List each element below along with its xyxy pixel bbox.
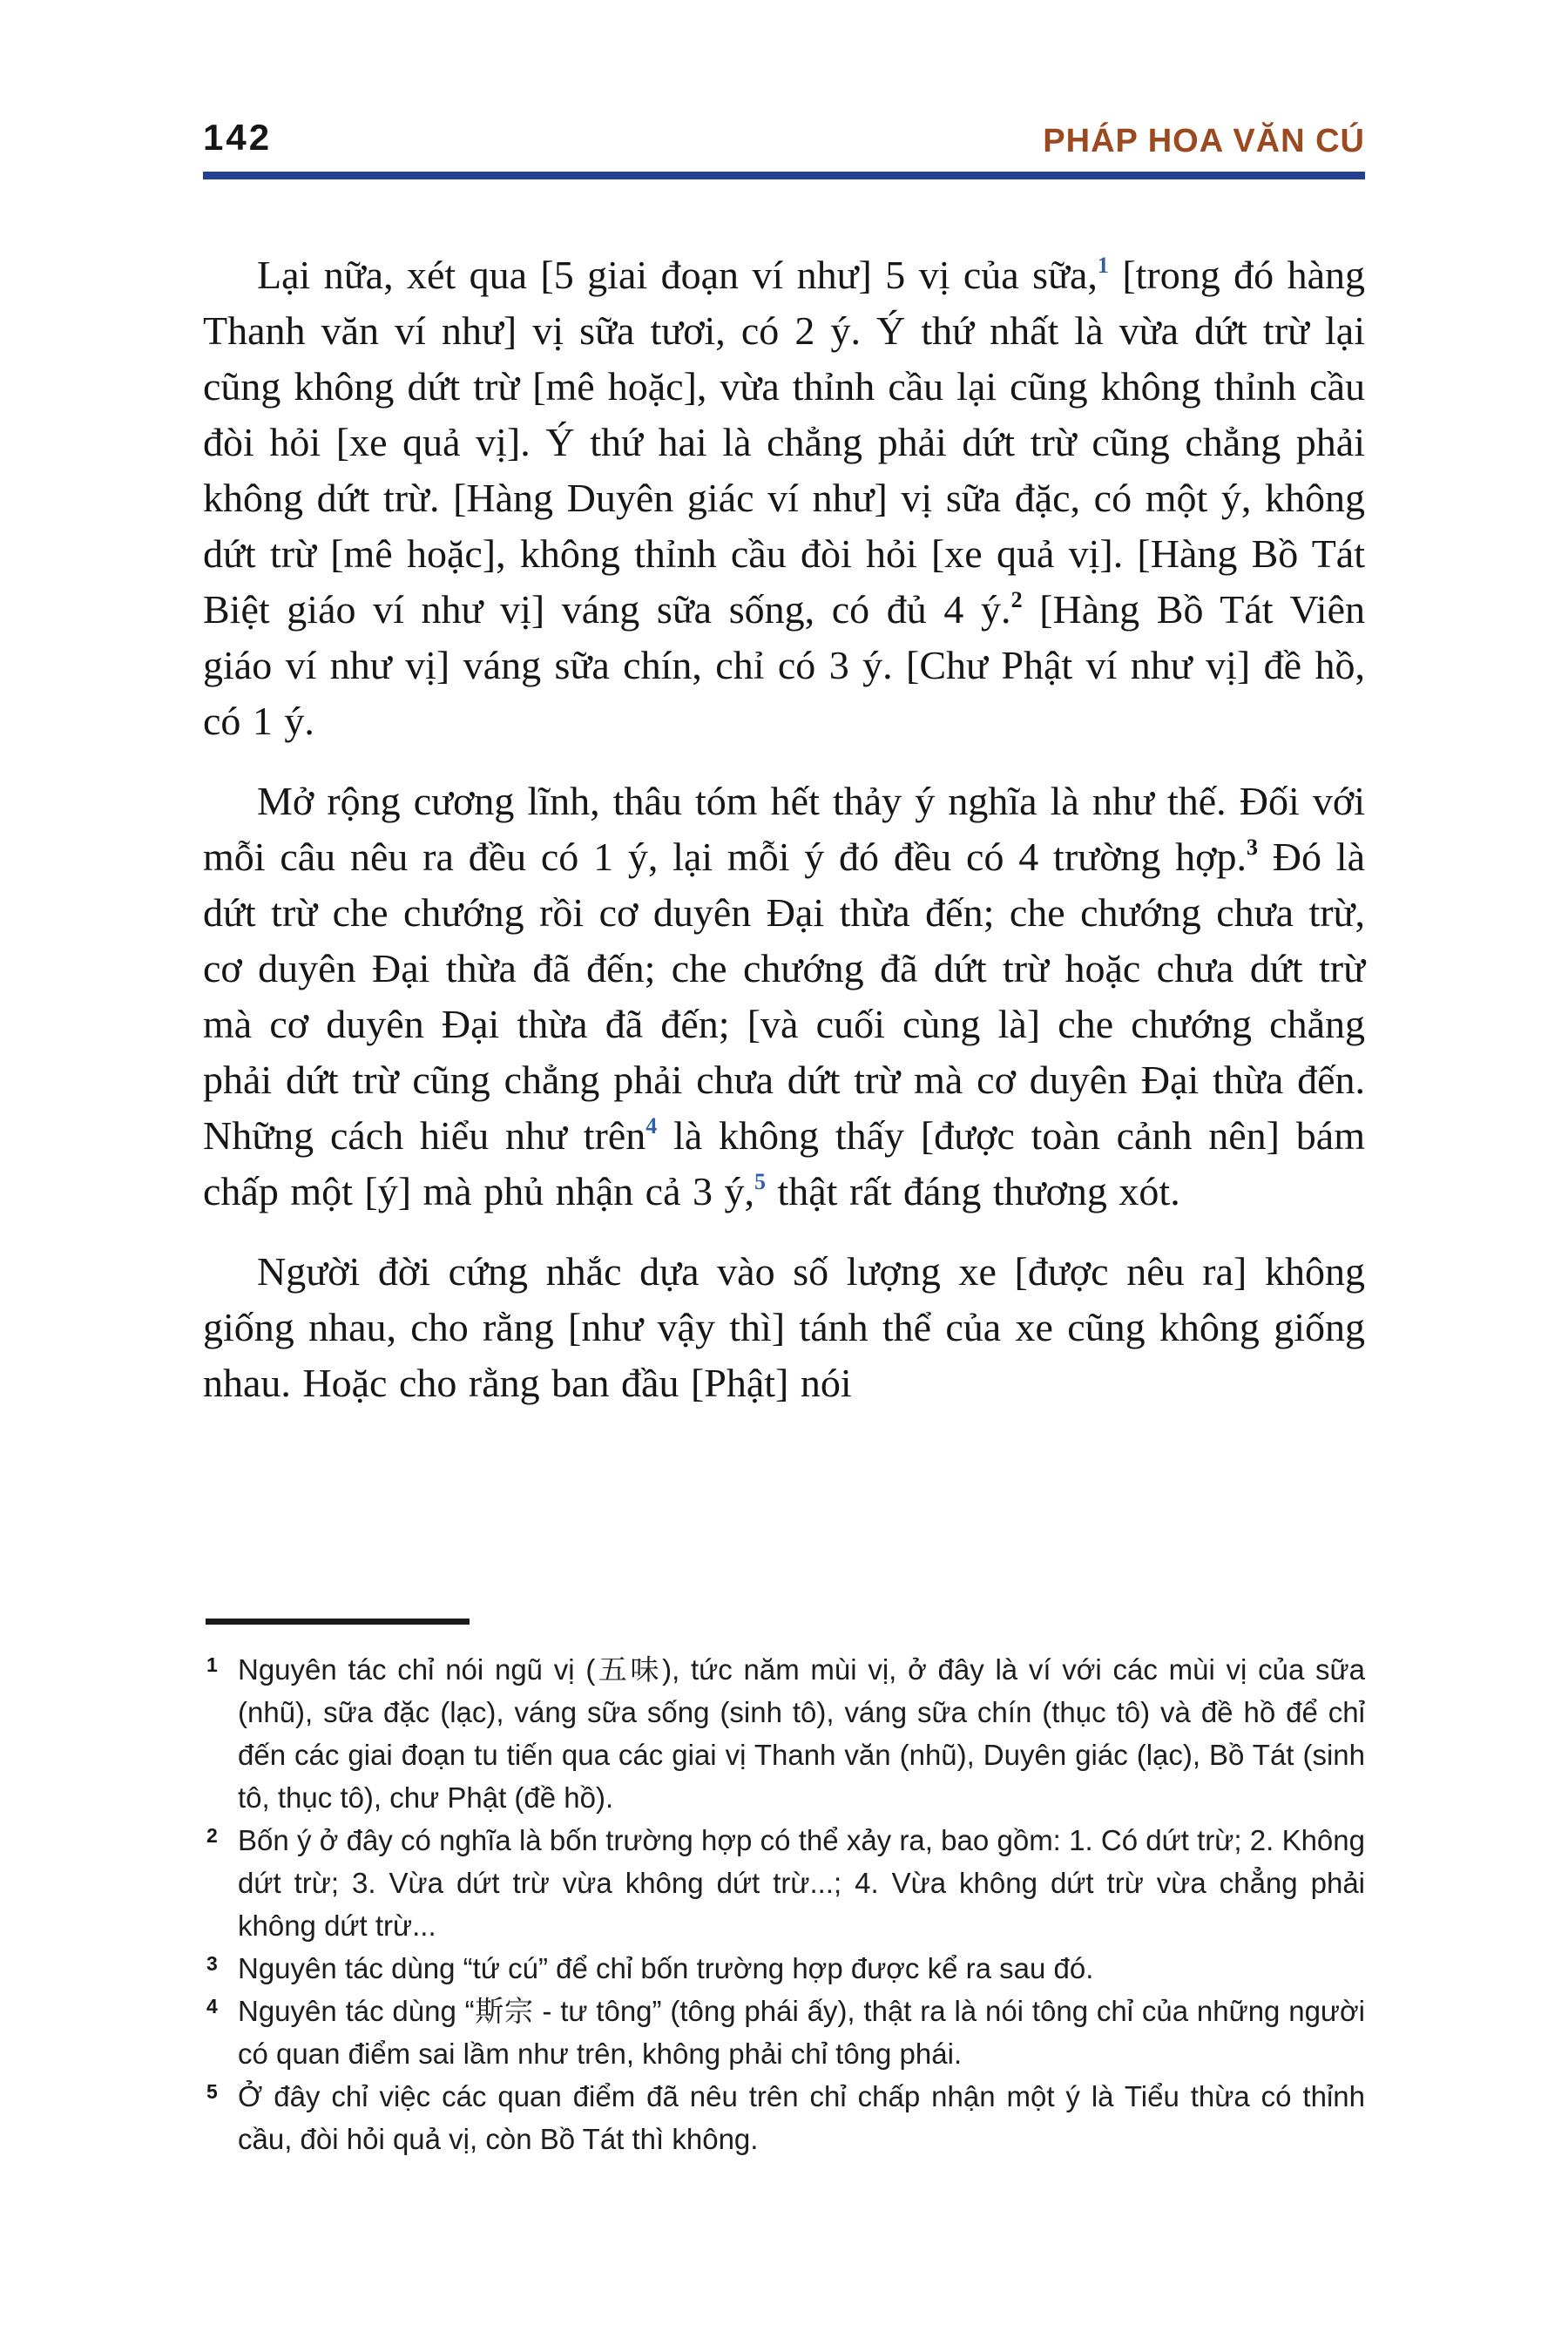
body-paragraph: Người đời cứng nhắc dựa vào số lượng xe [được nêu ra] không giống nhau, cho rằng [như vậy thì] tánh thể của xe cũng không giống nhau. Hoặc cho rằng ban đầu [Phật] nói [203,1249,1365,1405]
body-paragraph: Mở rộng cương lĩnh, thâu tóm hết thảy ý nghĩa là như thế. Đối với mỗi câu nêu ra đều có 1 ý, lại mỗi ý đó đều có 4 trường hợp.$^3$ Đó là dứt trừ che chướng rồi cơ duyên Đại thừa đến; che chướng chưa trừ, cơ duyên Đại thừa đã đến; che chướng đã dứt trừ hoặc chưa dứt trừ mà cơ duyên Đại thừa đã đến; [và cuối cùng là] che chướng chẳng phải dứt trừ cũng chẳng phải chưa dứt trừ mà cơ duyên Đại thừa đến. Những cách hiểu như trên$^4$ là không thấy [được toàn cảnh nên] bám chấp một [ý] mà phủ nhận cả 3 ý,$^5$ thật rất đáng thương xót. [203,779,1366,1213]
footnote-item [203,1947,1365,1990]
body-text [203,247,1365,1411]
header-title: PHÁP HOA VĂN CÚ [1043,123,1365,159]
footnote-text: Nguyên tác dùng “斯宗 - tư tông” (tông phái ấy), thật ra là nói tông chỉ của những người có quan điểm sai lầm như trên, không phải chỉ tông phái. [238,1995,1365,2070]
footnote-item [203,1819,1365,1947]
footnote-ref[interactable]: 1 [1097,252,1109,278]
header-rule [203,172,1365,179]
footnote-text: Nguyên tác chỉ nói ngũ vị (五味), tức năm mùi vị, ở đây là ví với các mùi vị của sữa (nhũ), sữa đặc (lạc), váng sữa sống (sinh tô), váng sữa chín (thục tô) và đề hồ để chỉ đến các giai đoạn tu tiến qua các giai vị Thanh văn (nhũ), Duyên giác (lạc), Bồ Tát (sinh tô, thục tô), chư Phật (đề hồ). [238,1653,1365,1814]
footnote-marker: 3 [206,1952,218,1975]
footnote-text: Nguyên tác dùng “tứ cú” để chỉ bốn trường hợp được kể ra sau đó. [238,1952,1094,1984]
footnote-text: Ở đây chỉ việc các quan điểm đã nêu trên chỉ chấp nhận một ý là Tiểu thừa có thỉnh cầu, đòi hỏi quả vị, còn Bồ Tát thì không. [238,2080,1365,2155]
footnote-ref[interactable]: 5 [754,1168,766,1194]
footnote-item [203,1990,1365,2075]
page-number: 142 [203,117,273,158]
footnote-separator [206,1619,470,1625]
footnote-ref: 2 [1010,586,1023,612]
footnote-item [203,1648,1365,1819]
footnote-ref: 3 [1247,834,1259,860]
body-paragraph: Lại nữa, xét qua [5 giai đoạn ví như] 5 vị của sữa,$^1$ [trong đó hàng Thanh văn ví như] vị sữa tươi, có 2 ý. Ý thứ nhất là vừa dứt trừ lại cũng không dứt trừ [mê hoặc], vừa thỉnh cầu lại cũng không thỉnh cầu đòi hỏi [xe quả vị]. Ý thứ hai là chẳng phải dứt trừ cũng chẳng phải không dứt trừ. [Hàng Duyên giác ví như] vị sữa đặc, có một ý, không dứt trừ [mê hoặc], không thỉnh cầu đòi hỏi [xe quả vị]. [Hàng Bồ Tát Biệt giáo ví như vị] váng sữa sống, có đủ 4 ý.$^2$ [Hàng Bồ Tát Viên giáo ví như vị] váng sữa chín, chỉ có 3 ý. [Chư Phật ví như vị] đề hồ, có 1 ý. [203,252,1365,743]
footnote-item [203,2075,1365,2160]
footnote-text: Bốn ý ở đây có nghĩa là bốn trường hợp có thể xảy ra, bao gồm: 1. Có dứt trừ; 2. Không dứt trừ; 3. Vừa dứt trừ vừa không dứt trừ...; 4. Vừa không dứt trừ vừa chẳng phải không dứt trừ... [238,1824,1365,1942]
footnote-marker: 2 [206,1824,218,1847]
footnote-marker: 5 [206,2080,218,2103]
footnote-marker: 4 [206,1995,218,2017]
footnote-marker: 1 [206,1653,218,1676]
footnotes [203,1648,1365,2160]
footnote-ref[interactable]: 4 [645,1112,658,1139]
